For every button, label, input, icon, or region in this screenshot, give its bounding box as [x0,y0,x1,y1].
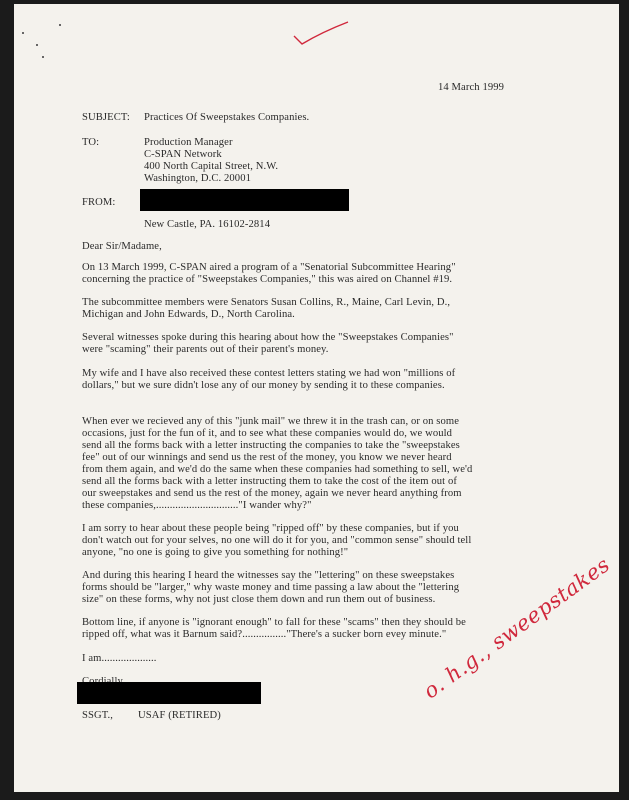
from-city: New Castle, PA. 16102-2814 [144,219,271,230]
signer-service: USAF (RETIRED) [138,710,221,721]
speck [36,44,38,46]
salutation: Dear Sir/Madame, [82,241,162,252]
paragraph-line: fee" out of our winnings and send us the rest of the money, you know we never heard [82,452,452,463]
paragraph-line: dollars," but we sure didn't lose any of our money by sending it to these companies. [82,380,445,391]
paragraph-line: Several witnesses spoke during this hearing about how the "Sweepstakes Companies" [82,332,454,343]
paragraph-line: our sweepstakes and send us the rest of the money, again we never heard anything from [82,488,462,499]
paragraph-line: Bottom line, if anyone is "ignorant enough" to fall for these "scams" then they should be [82,617,466,628]
to-line: 400 North Capital Street, N.W. [144,161,279,172]
paragraph-line: My wife and I have also received these contest letters stating we had won "millions of [82,368,456,379]
paragraph-line: I am sorry to hear about these people being "ripped off" by these companies, but if you [82,523,459,534]
paragraph-line: from them again, and we'd do the same when these companies had something to sell, we'd [82,464,473,475]
paragraph-line: don't watch out for your selves, no one will do it for you, and "common sense" should tell [82,535,472,546]
signer-rank: SSGT., [82,710,114,721]
paragraph-line: ripped off, what was it Barnum said?................"There's a sucker born evey minute." [82,629,447,640]
redacted-signature [77,682,261,704]
speck [22,32,24,34]
closing-line: I am.................... [82,653,157,664]
paragraph-line: these companies,.............................."I wander why?" [82,500,312,511]
paragraph-line: concerning the practice of "Sweepstakes Companies," this was aired on Channel #19. [82,274,453,285]
letter-page [14,4,619,792]
letter-date: 14 March 1999 [438,82,505,93]
paragraph-line: send all the forms back with a letter instructing the companies to take the "sweepstakes [82,440,460,451]
to-label: TO: [82,137,100,148]
handwritten-annotation: o. h.g., sweepstakes [419,552,615,704]
check-mark-icon [292,18,352,50]
paragraph-line: Michigan and John Edwards, D., North Carolina. [82,309,295,320]
paragraph-line: occasions, just for the fun of it, and to see what these companies would do, we would [82,428,453,439]
paragraph-line: On 13 March 1999, C-SPAN aired a program of a "Senatorial Subcommittee Hearing" [82,262,456,273]
paragraph-line: were "scaming" their parents out of their parent's money. [82,344,329,355]
to-line: C-SPAN Network [144,149,222,160]
to-line: Washington, D.C. 20001 [144,173,251,184]
paragraph-line: send all the forms back with a letter instructing them to take the cost of the item out of [82,476,457,487]
speck [59,24,61,26]
subject-label: SUBJECT: [82,112,130,123]
paragraph-line: And during this hearing I heard the witnesses say the "lettering" on these sweepstakes [82,570,455,581]
paragraph-line: size" on these forms, why not just close them down and run them out of business. [82,594,436,605]
to-line: Production Manager [144,137,233,148]
speck [42,56,44,58]
redacted-sender-name [140,189,349,211]
paragraph-line: The subcommittee members were Senators Susan Collins, R., Maine, Carl Levin, D., [82,297,451,308]
paragraph-line: When ever we recieved any of this "junk mail" we threw it in the trash can, or on some [82,416,460,427]
from-label: FROM: [82,197,116,208]
paragraph-line: forms should be "larger," why waste money and time passing a law about the "lettering [82,582,460,593]
subject-text: Practices Of Sweepstakes Companies. [144,112,310,123]
paragraph-line: anyone, "no one is going to give you something for nothing!" [82,547,349,558]
